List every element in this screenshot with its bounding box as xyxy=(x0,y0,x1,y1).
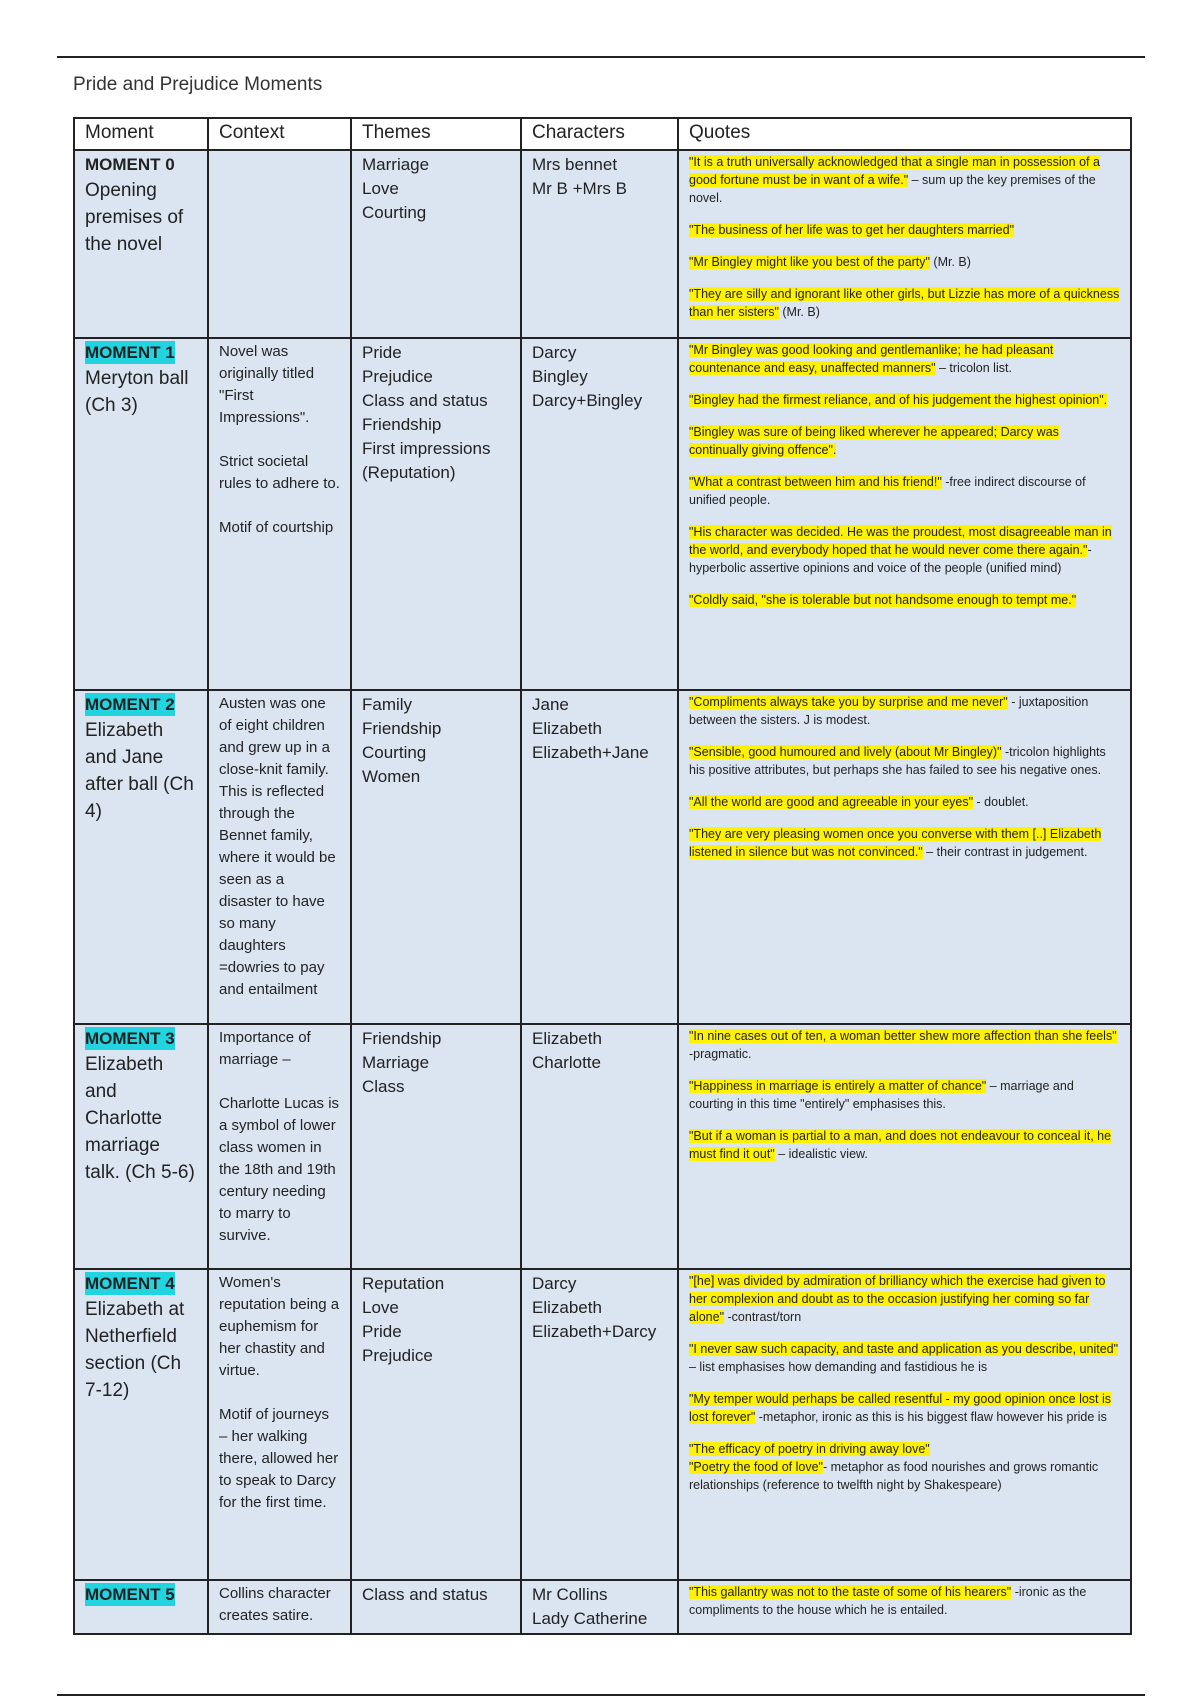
quote-text: "Bingley was sure of being liked wherever he appeared; Darcy was continually giving offence". xyxy=(689,425,1059,457)
characters-list: Elizabeth Charlotte xyxy=(532,1029,602,1072)
themes-list: Reputation Love Pride Prejudice xyxy=(362,1274,445,1365)
themes-cell xyxy=(351,690,521,1024)
quote xyxy=(689,1127,1120,1163)
table-row xyxy=(74,1269,1131,1580)
themes-cell xyxy=(351,1580,521,1634)
moment-label: MOMENT 2 xyxy=(85,695,175,714)
quotes-cell xyxy=(678,150,1131,338)
quote xyxy=(689,693,1120,729)
quote-note: – list emphasises how demanding and fastidious he is xyxy=(689,1360,988,1374)
table-row xyxy=(74,150,1131,338)
top-rule xyxy=(57,56,1145,58)
quotes-cell xyxy=(678,1269,1131,1580)
quote-note: – their contrast in judgement. xyxy=(922,845,1088,859)
quotes-cell xyxy=(678,690,1131,1024)
moment-cell xyxy=(74,1580,208,1634)
header-characters: Characters xyxy=(521,118,678,150)
quotes-cell xyxy=(678,1024,1131,1269)
header-moment: Moment xyxy=(74,118,208,150)
quote-note: -tricolon highlights his positive attributes, but perhaps she has failed to see his negative ones. xyxy=(689,745,1106,777)
header-quotes: Quotes xyxy=(678,118,1131,150)
themes-list: Family Friendship Courting Women xyxy=(362,695,442,786)
quote xyxy=(689,793,1120,811)
themes-cell xyxy=(351,338,521,690)
quote xyxy=(689,523,1120,577)
table-row xyxy=(74,1024,1131,1269)
quote-text: "I never saw such capacity, and taste and application as you describe, united" xyxy=(689,1342,1119,1356)
moment-label: MOMENT 4 xyxy=(85,1274,175,1293)
moment-description: Elizabeth and Jane after ball (Ch 4) xyxy=(85,720,194,822)
quote-note: -pragmatic. xyxy=(689,1047,752,1061)
moments-table xyxy=(73,117,1132,1635)
quote-text: "The business of her life was to get her daughters married" xyxy=(689,223,1015,237)
quote-text: "Compliments always take you by surprise and me never" xyxy=(689,695,1008,709)
characters-list: Darcy Elizabeth Elizabeth+Darcy xyxy=(532,1274,657,1341)
quotes-cell xyxy=(678,338,1131,690)
moment-description: Elizabeth and Charlotte marriage talk. (Ch 5-6) xyxy=(85,1054,195,1183)
characters-cell xyxy=(521,150,678,338)
quote xyxy=(689,221,1120,239)
quote-note: -hyperbolic assertive opinions and voice of the people (unified mind) xyxy=(689,543,1092,575)
context-text: Collins character creates satire. xyxy=(219,1585,331,1624)
quote-text: "They are very pleasing women once you converse with them [..] Elizabeth listened in silence but was not convinced." xyxy=(689,827,1102,859)
moment-cell xyxy=(74,1024,208,1269)
context-cell xyxy=(208,150,351,338)
quotes-cell xyxy=(678,1580,1131,1634)
quote-note: (Mr. B) xyxy=(929,255,971,269)
characters-cell xyxy=(521,338,678,690)
context-text: Austen was one of eight children and grew up in a close-knit family. This is reflected through the Bennet family, where it would be seen as a disaster to have so many daughters =dowries to pay and entailment xyxy=(219,695,336,998)
quote-text: "Happiness in marriage is entirely a matter of chance" xyxy=(689,1079,987,1093)
quote-note: -free indirect discourse of unified people. xyxy=(689,475,1086,507)
themes-list: Class and status xyxy=(362,1585,488,1604)
themes-list: Marriage Love Courting xyxy=(362,155,430,222)
moment-label: MOMENT 1 xyxy=(85,343,175,362)
quote xyxy=(689,1390,1120,1426)
quote xyxy=(689,391,1120,409)
quote-note: - metaphor as food nourishes and grows romantic relationships (reference to twelfth night by Shakespeare) xyxy=(689,1460,1099,1492)
quote-text: "My temper would perhaps be called resentful - my good opinion once lost is lost forever" xyxy=(689,1392,1112,1424)
context-cell xyxy=(208,338,351,690)
moment-description: Elizabeth at Netherfield section (Ch 7-12) xyxy=(85,1299,185,1401)
header-context: Context xyxy=(208,118,351,150)
moment-label: MOMENT 5 xyxy=(85,1585,175,1604)
characters-cell xyxy=(521,1269,678,1580)
quote-text: "Mr Bingley might like you best of the party" xyxy=(689,255,930,269)
quote-text: "All the world are good and agreeable in your eyes" xyxy=(689,795,974,809)
themes-cell xyxy=(351,1269,521,1580)
moment-description: Meryton ball (Ch 3) xyxy=(85,368,189,416)
themes-cell xyxy=(351,150,521,338)
header-row xyxy=(74,118,1131,150)
themes-list: Pride Prejudice Class and status Friendship First impressions (Reputation) xyxy=(362,343,491,482)
context-cell xyxy=(208,1269,351,1580)
quote xyxy=(689,591,1120,609)
moment-cell xyxy=(74,338,208,690)
quote-note: - doublet. xyxy=(973,795,1029,809)
moment-cell xyxy=(74,690,208,1024)
quote-text: "Coldly said, "she is tolerable but not handsome enough to tempt me." xyxy=(689,593,1077,607)
bottom-rule xyxy=(57,1694,1145,1696)
quote-note: - juxtaposition between the sisters. J is modest. xyxy=(689,695,1089,727)
quote-text: "This gallantry was not to the taste of some of his hearers" xyxy=(689,1585,1012,1599)
moment-cell xyxy=(74,1269,208,1580)
quote xyxy=(689,153,1120,207)
quote-text: "They are silly and ignorant like other girls, but Lizzie has more of a quickness than her sisters" xyxy=(689,287,1120,319)
quote-note: – tricolon list. xyxy=(935,361,1012,375)
quote-text: "What a contrast between him and his friend!" xyxy=(689,475,942,489)
context-text: Importance of marriage – Charlotte Lucas is a symbol of lower class women in the 18th and 19th century needing to marry to survive. xyxy=(219,1029,340,1244)
quote-note: – marriage and courting in this time "entirely" emphasises this. xyxy=(689,1079,1074,1111)
document-title: Pride and Prejudice Moments xyxy=(73,74,323,95)
header-themes: Themes xyxy=(351,118,521,150)
table-row xyxy=(74,1580,1131,1634)
characters-cell xyxy=(521,1580,678,1634)
quote-note: – idealistic view. xyxy=(774,1147,868,1161)
quote xyxy=(689,743,1120,779)
quote xyxy=(689,825,1120,861)
quote-text: "Bingley had the firmest reliance, and of his judgement the highest opinion". xyxy=(689,393,1108,407)
quote-text: "Sensible, good humoured and lively (about Mr Bingley)" xyxy=(689,745,1002,759)
quote xyxy=(689,423,1120,459)
characters-list: Jane Elizabeth Elizabeth+Jane xyxy=(532,695,649,762)
quote xyxy=(689,1583,1120,1619)
quote xyxy=(689,1340,1120,1376)
moment-label: MOMENT 3 xyxy=(85,1029,175,1048)
context-text: Women's reputation being a euphemism for her chastity and virtue. Motif of journeys – her walking there, allowed her to speak to Darcy for the first time. xyxy=(219,1274,340,1511)
moment-description: Opening premises of the novel xyxy=(85,180,184,255)
context-text: Novel was originally titled "First Impressions". Strict societal rules to adhere to. Motif of courtship xyxy=(219,343,340,536)
quote xyxy=(689,285,1120,321)
quote-note: (Mr. B) xyxy=(778,305,820,319)
themes-list: Friendship Marriage Class xyxy=(362,1029,442,1096)
moment-label: MOMENT 0 xyxy=(85,155,175,174)
quote xyxy=(689,341,1120,377)
quote-note: – sum up the key premises of the novel. xyxy=(689,173,1096,205)
quote-note: -contrast/torn xyxy=(724,1310,802,1324)
characters-cell xyxy=(521,1024,678,1269)
quote-text: "Mr Bingley was good looking and gentlemanlike; he had pleasant countenance and easy, unaffected manners" xyxy=(689,343,1054,375)
quote-text: "[he] was divided by admiration of brilliancy which the exercise had given to her complexion and doubt as to the occasion justifying her coming so far alone" xyxy=(689,1274,1106,1324)
quote xyxy=(689,1272,1120,1326)
table-row xyxy=(74,690,1131,1024)
context-cell xyxy=(208,1580,351,1634)
quote-text: "It is a truth universally acknowledged that a single man in possession of a good fortune must be in want of a wife." xyxy=(689,155,1100,187)
quote-text: "His character was decided. He was the proudest, most disagreeable man in the world, and everybody hoped that he would never come there again." xyxy=(689,525,1112,557)
quote xyxy=(689,253,1120,271)
quote xyxy=(689,1440,1120,1494)
themes-cell xyxy=(351,1024,521,1269)
quote xyxy=(689,1077,1120,1113)
quote xyxy=(689,473,1120,509)
quote-text: "But if a woman is partial to a man, and does not endeavour to conceal it, he must find it out" xyxy=(689,1129,1112,1161)
quote xyxy=(689,1027,1120,1063)
context-cell xyxy=(208,1024,351,1269)
moment-cell xyxy=(74,150,208,338)
characters-list: Mrs bennet Mr B +Mrs B xyxy=(532,155,627,198)
quote-text: "In nine cases out of ten, a woman better shew more affection than she feels" xyxy=(689,1029,1117,1043)
context-cell xyxy=(208,690,351,1024)
characters-list: Mr Collins Lady Catherine xyxy=(532,1585,648,1628)
quote-text: "The efficacy of poetry in driving away love" "Poetry the food of love" xyxy=(689,1442,930,1474)
characters-cell xyxy=(521,690,678,1024)
quote-note: -metaphor, ironic as this is his biggest flaw however his pride is xyxy=(755,1410,1107,1424)
quote-note: -ironic as the compliments to the house which he is entailed. xyxy=(689,1585,1087,1617)
table-row xyxy=(74,338,1131,690)
characters-list: Darcy Bingley Darcy+Bingley xyxy=(532,343,643,410)
